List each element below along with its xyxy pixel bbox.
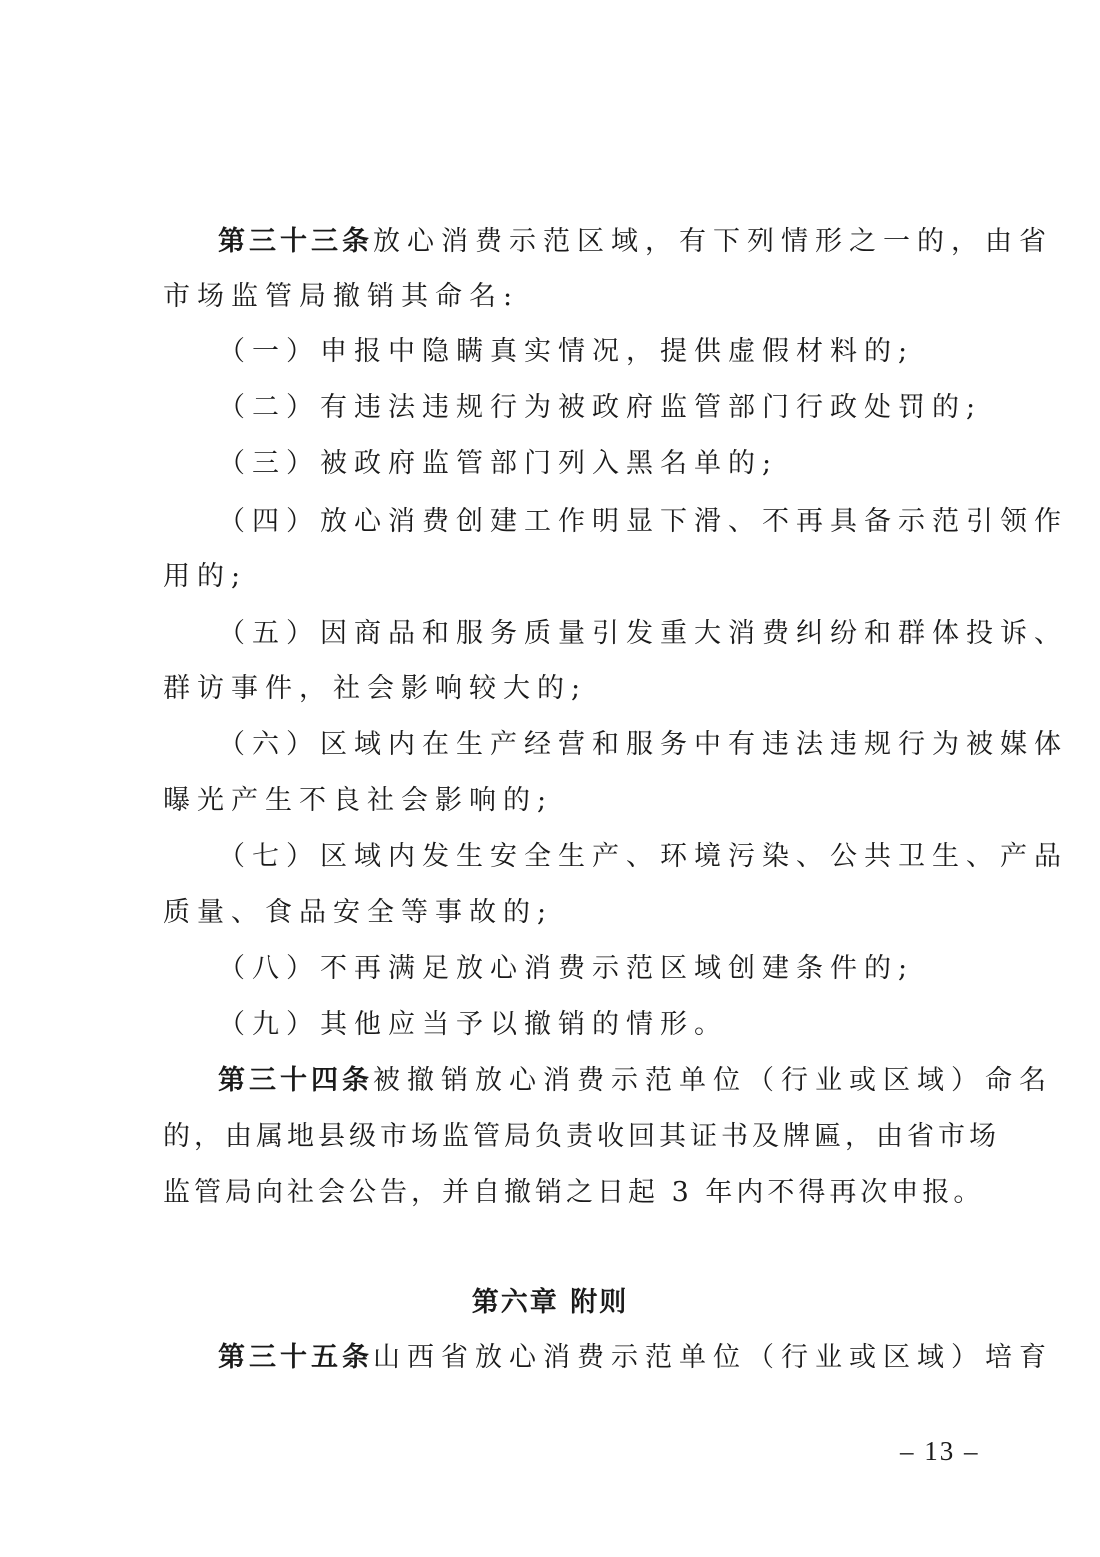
article-33-item-4: （四）放心消费创建工作明显下滑、不再具备示范引领作 bbox=[218, 506, 1068, 537]
article-33-title: 第三十三条 bbox=[218, 226, 373, 257]
article-33-item-2: （二）有违法违规行为被政府监管部门行政处罚的; bbox=[218, 392, 983, 423]
article-33-item-6: （六）区域内在生产经营和服务中有违法违规行为被媒体 bbox=[218, 729, 1068, 760]
article-33-item-9: （九）其他应当予以撤销的情形。 bbox=[218, 1009, 728, 1040]
article-34-title: 第三十四条 bbox=[218, 1065, 373, 1096]
article-33-item-7: （七）区域内发生安全生产、环境污染、公共卫生、产品 bbox=[218, 841, 1068, 872]
article-33-text-1: 放心消费示范区域，有下列情形之一的，由省 bbox=[373, 226, 1053, 257]
article-34-text-1: 被撤销放心消费示范单位（行业或区域）命名 bbox=[373, 1065, 1053, 1096]
article-33-first-line bbox=[218, 226, 1053, 257]
article-33-item-7-cont: 质量、食品安全等事故的; bbox=[163, 897, 554, 928]
article-34-text-2: 的，由属地县级市场监管局负责收回其证书及牌匾，由省市场 bbox=[163, 1121, 1000, 1152]
article-34-first-line bbox=[218, 1065, 1053, 1096]
article-35-first-line bbox=[218, 1342, 1053, 1373]
article-33-item-5-cont: 群访事件，社会影响较大的; bbox=[163, 673, 588, 704]
chapter-heading: 第六章 附则 bbox=[471, 1287, 629, 1318]
article-35-title: 第三十五条 bbox=[218, 1342, 373, 1373]
article-33-item-1: （一）申报中隐瞒真实情况，提供虚假材料的; bbox=[218, 336, 915, 367]
article-33-item-6-cont: 曝光产生不良社会影响的; bbox=[163, 785, 554, 816]
article-33-item-8: （八）不再满足放心消费示范区域创建条件的; bbox=[218, 953, 915, 984]
article-33-item-5: （五）因商品和服务质量引发重大消费纠纷和群体投诉、 bbox=[218, 618, 1068, 649]
article-33-text-2: 市场监管局撤销其命名: bbox=[163, 281, 520, 312]
article-34-text-3: 监管局向社会公告，并自撤销之日起 3 年内不得再次申报。 bbox=[163, 1177, 985, 1208]
article-35-text-1: 山西省放心消费示范单位（行业或区域）培育 bbox=[373, 1342, 1053, 1373]
page-number: – 13 – bbox=[900, 1436, 980, 1466]
article-33-item-4-cont: 用的; bbox=[163, 561, 248, 592]
article-33-item-3: （三）被政府监管部门列入黑名单的; bbox=[218, 448, 779, 479]
